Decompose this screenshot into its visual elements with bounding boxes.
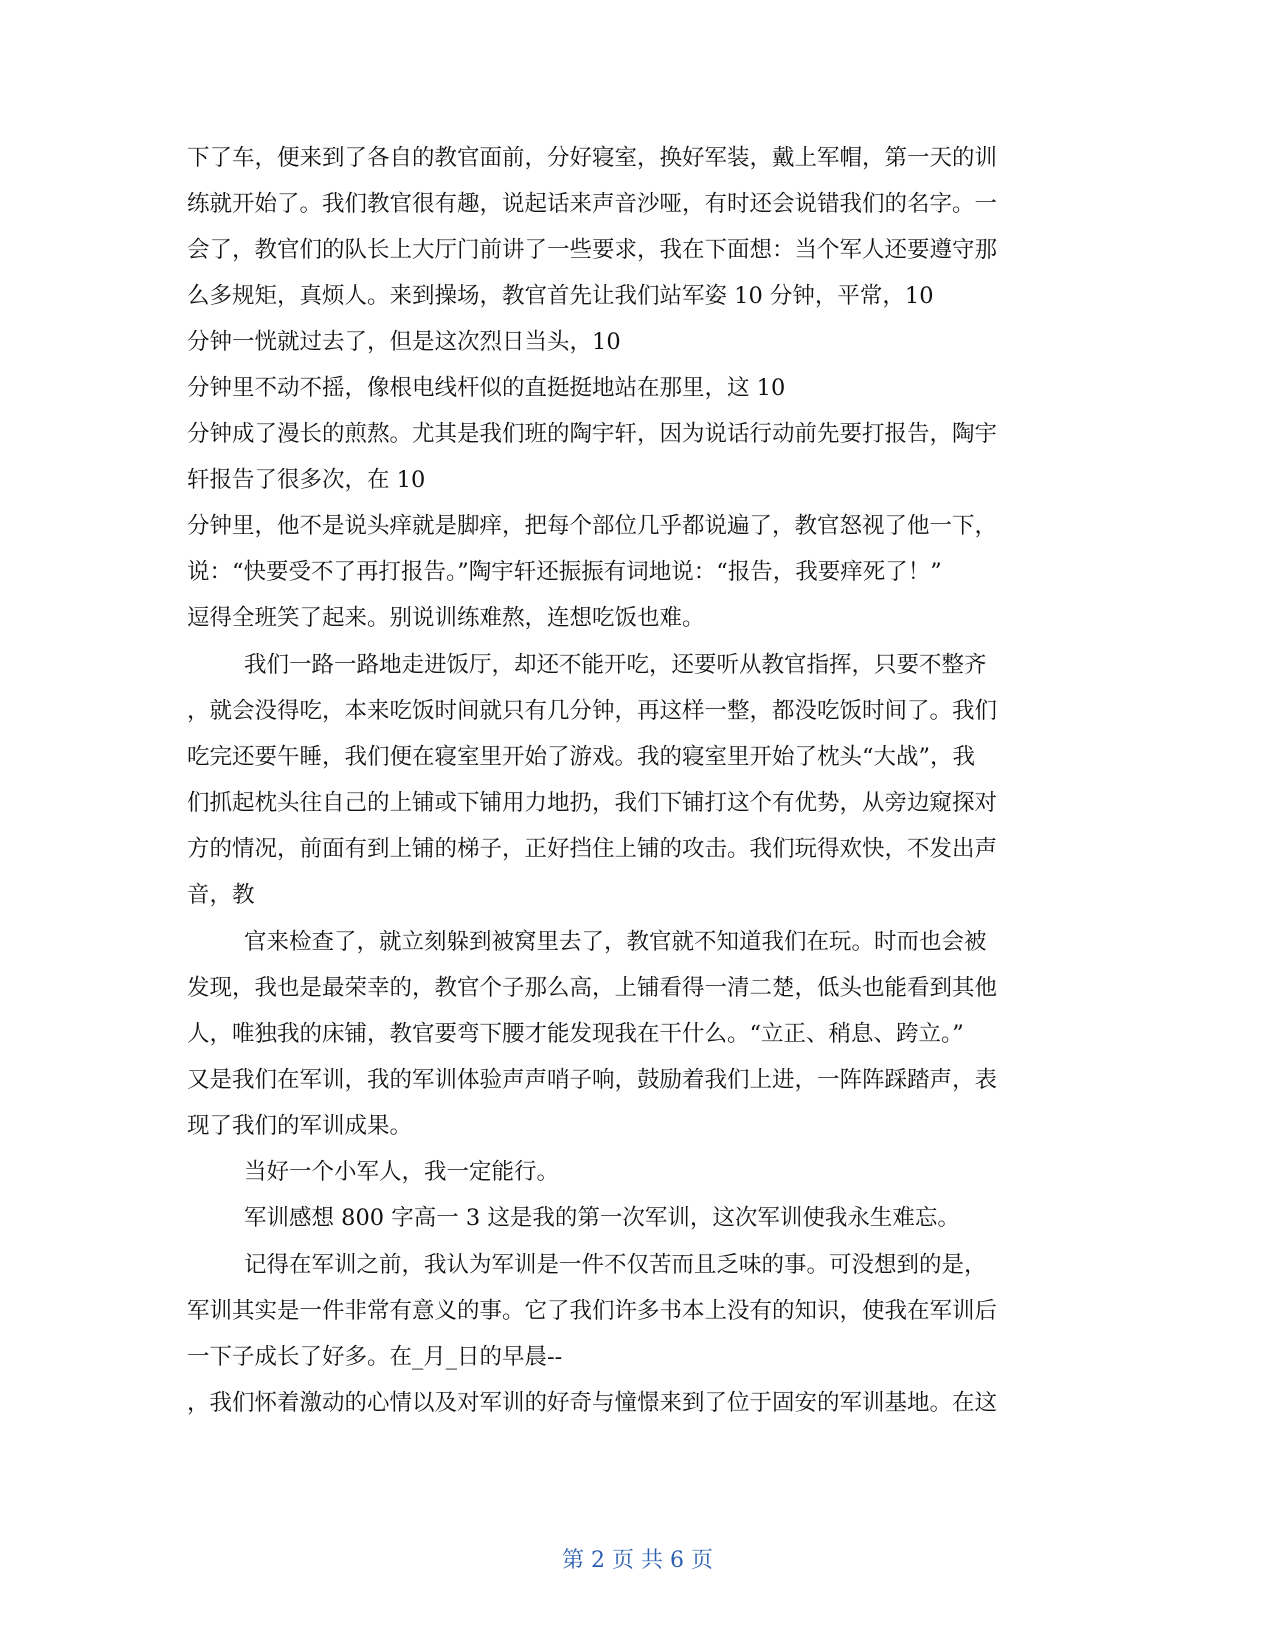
- text-line: 官来检查了，就立刻躲到被窝里去了，教官就不知道我们在玩。时而也会被: [244, 929, 987, 955]
- text-line: ，就会没得吃，本来吃饭时间就只有几分钟，再这样一整，都没吃饭时间了。我们: [187, 698, 998, 724]
- page-number-footer: 第 2 页 共 6 页: [562, 1548, 713, 1573]
- text-line: 音，教: [187, 882, 255, 908]
- text-line: 分钟里，他不是说头痒就是脚痒，把每个部位几乎都说遍了，教官怒视了他一下，: [187, 513, 998, 539]
- text-line: 们抓起枕头往自己的上铺或下铺用力地扔，我们下铺打这个有优势，从旁边窥探对: [187, 790, 998, 816]
- text-line: 么多规矩，真烦人。来到操场，教官首先让我们站军姿 10 分钟，平常，10: [187, 283, 934, 309]
- text-line: 分钟成了漫长的煎熬。尤其是我们班的陶宇轩，因为说话行动前先要打报告，陶宇: [187, 421, 998, 447]
- text-line: 我们一路一路地走进饭厅，却还不能开吃，还要听从教官指挥，只要不整齐: [244, 652, 987, 678]
- text-line: 人，唯独我的床铺，教官要弯下腰才能发现我在干什么。“立正、稍息、跨立。”: [187, 1021, 964, 1047]
- text-line: 军训其实是一件非常有意义的事。它了我们许多书本上没有的知识，使我在军训后: [187, 1298, 998, 1324]
- text-line: 练就开始了。我们教官很有趣，说起话来声音沙哑，有时还会说错我们的名字。一: [187, 191, 998, 217]
- text-line: 军训感想 800 字高一 3 这是我的第一次军训，这次军训使我永生难忘。: [244, 1205, 960, 1231]
- text-line: 当好一个小军人，我一定能行。: [244, 1159, 560, 1185]
- text-line: 逗得全班笑了起来。别说训练难熬，连想吃饭也难。: [187, 605, 705, 631]
- text-line: ，我们怀着激动的心情以及对军训的好奇与憧憬来到了位于固安的军训基地。在这: [187, 1390, 998, 1416]
- text-line: 吃完还要午睡，我们便在寝室里开始了游戏。我的寝室里开始了枕头“大战”，我: [187, 744, 976, 770]
- text-line: 轩报告了很多次，在 10: [187, 467, 426, 493]
- text-line: 下了车，便来到了各自的教官面前，分好寝室，换好军装，戴上军帽，第一天的训: [187, 145, 998, 171]
- text-line: 会了，教官们的队长上大厅门前讲了一些要求，我在下面想：当个军人还要遵守那: [187, 237, 998, 263]
- text-line: 分钟一恍就过去了，但是这次烈日当头，10: [187, 329, 621, 355]
- text-line: 分钟里不动不摇，像根电线杆似的直挺挺地站在那里，这 10: [187, 375, 786, 401]
- text-line: 说：“快要受不了再打报告。”陶宇轩还振振有词地说：“报告，我要痒死了！”: [187, 559, 942, 585]
- text-line: 现了我们的军训成果。: [187, 1113, 413, 1139]
- text-line: 方的情况，前面有到上铺的梯子，正好挡住上铺的攻击。我们玩得欢快，不发出声: [187, 836, 998, 862]
- text-line: 记得在军训之前，我认为军训是一件不仅苦而且乏味的事。可没想到的是，: [244, 1252, 987, 1278]
- text-line: 发现，我也是最荣幸的，教官个子那么高，上铺看得一清二楚，低头也能看到其他: [187, 975, 998, 1001]
- text-line: 一下子成长了好多。在_月_日的早晨--: [187, 1344, 563, 1370]
- text-line: 又是我们在军训，我的军训体验声声哨子响，鼓励着我们上进，一阵阵踩踏声，表: [187, 1067, 998, 1093]
